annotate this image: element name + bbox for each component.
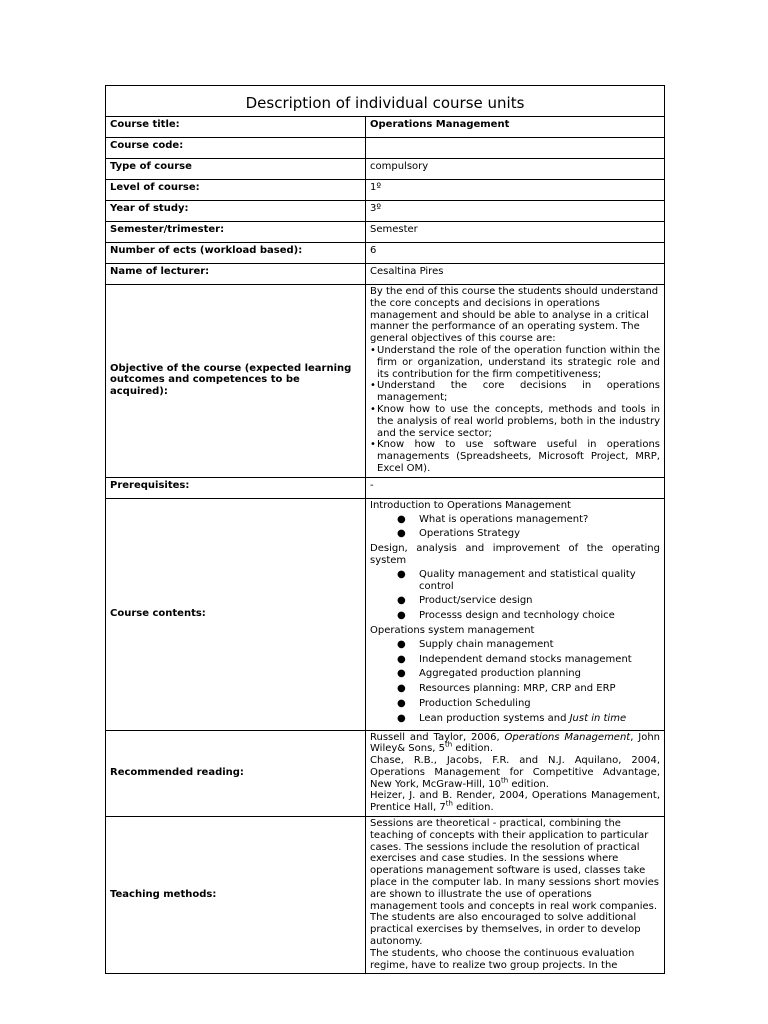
row-semester bbox=[106, 222, 665, 243]
contents-item bbox=[370, 683, 660, 695]
type-value: compulsory bbox=[366, 159, 665, 180]
objective-bullet bbox=[370, 380, 660, 404]
ref1-publisher: , John Wiley& Sons, 5 bbox=[370, 731, 660, 755]
contents-item bbox=[370, 713, 660, 725]
row-objective bbox=[106, 285, 665, 478]
objective-bullet-text: Know how to use software useful in operations managements (Spreadsheets, Microsoft Project, MRP, Excel OM). bbox=[377, 439, 660, 474]
level-value: 1º bbox=[366, 180, 665, 201]
ref3-text: Heizer, J. and B. Render, 2004, Operations Management, Prentice Hall, 7 bbox=[370, 790, 660, 814]
reference-2 bbox=[370, 755, 660, 790]
course-unit-table bbox=[105, 85, 665, 974]
ref3-edition: edition. bbox=[452, 802, 494, 814]
ref1-book-title: Operations Management bbox=[504, 731, 631, 743]
contents-item bbox=[370, 698, 660, 710]
ref2-superscript: th bbox=[501, 776, 509, 785]
ref1-text: Russell and Taylor, 2006, bbox=[370, 731, 505, 743]
teaching-label: Teaching methods: bbox=[106, 817, 366, 974]
bullet-marker: ● bbox=[397, 568, 406, 580]
row-ects bbox=[106, 243, 665, 264]
bullet-marker: ● bbox=[397, 638, 406, 650]
bullet-marker: ● bbox=[397, 513, 406, 525]
row-course-code bbox=[106, 138, 665, 159]
year-value: 3º bbox=[366, 201, 665, 222]
document-title: Description of individual course units bbox=[106, 86, 665, 117]
course-code-label: Course code: bbox=[106, 138, 366, 159]
contents-item-text: Independent demand stocks management bbox=[419, 653, 632, 665]
objective-bullet bbox=[370, 345, 660, 380]
reference-1 bbox=[370, 732, 660, 756]
contents-item-text bbox=[419, 713, 660, 725]
ref2-text: Chase, R.B., Jacobs, F.R. and N.J. Aquilano, 2004, Operations Management for Competitive Advantage, New York, McGraw-Hill, 10 bbox=[370, 755, 660, 790]
objective-bullet-text: Understand the core decisions in operations management; bbox=[377, 380, 660, 404]
contents-section-heading: Operations system management bbox=[370, 624, 535, 636]
course-code-value bbox=[366, 138, 665, 159]
course-title-label: Course title: bbox=[106, 117, 366, 138]
prerequisites-label: Prerequisites: bbox=[106, 477, 366, 498]
contents-section-heading: Design, analysis and improvement of the operating system bbox=[370, 543, 660, 566]
lecturer-value: Cesaltina Pires bbox=[366, 264, 665, 285]
contents-item bbox=[370, 514, 660, 526]
just-in-time-text: Just in time bbox=[569, 712, 627, 724]
objective-bullet bbox=[370, 404, 660, 439]
row-teaching bbox=[106, 817, 665, 974]
objective-intro: By the end of this course the students should understand the core concepts and decisions in operations management and should be able to analyse in a critical manner the performance of an operating system. The general objectives of this course are: bbox=[370, 286, 659, 345]
bullet-marker: • bbox=[370, 403, 376, 415]
semester-value: Semester bbox=[366, 222, 665, 243]
row-level bbox=[106, 180, 665, 201]
bullet-marker: ● bbox=[397, 683, 406, 695]
objective-bullet-text: Know how to use the concepts, methods and tools in the analysis of real world problems, both in the industry and the service sector; bbox=[377, 403, 660, 439]
teaching-paragraph: The students, who choose the continuous evaluation regime, have to realize two group projects. In the bbox=[370, 947, 635, 971]
bullet-marker: ● bbox=[397, 712, 406, 724]
row-year bbox=[106, 201, 665, 222]
contents-item bbox=[370, 569, 660, 593]
reading-label: Recommended reading: bbox=[106, 730, 366, 817]
row-course-title bbox=[106, 117, 665, 138]
teaching-value bbox=[366, 817, 665, 974]
contents-item-text: Production Scheduling bbox=[419, 697, 531, 709]
contents-item-text: Supply chain management bbox=[419, 638, 554, 650]
contents-item bbox=[370, 610, 660, 622]
row-contents bbox=[106, 498, 665, 730]
contents-value bbox=[366, 498, 665, 730]
contents-item-text: Product/service design bbox=[419, 595, 533, 607]
ref1-superscript: th bbox=[445, 740, 453, 749]
bullet-marker: ● bbox=[397, 653, 406, 665]
level-label: Level of course: bbox=[106, 180, 366, 201]
course-title-value: Operations Management bbox=[366, 117, 665, 138]
ref1-edition: edition. bbox=[452, 743, 493, 755]
contents-item-text: What is operations management? bbox=[419, 513, 589, 525]
prerequisites-value: - bbox=[366, 477, 665, 498]
year-label: Year of study: bbox=[106, 201, 366, 222]
contents-item bbox=[370, 528, 660, 540]
contents-label: Course contents: bbox=[106, 498, 366, 730]
contents-item bbox=[370, 595, 660, 607]
contents-item-text: Operations Strategy bbox=[419, 528, 521, 540]
contents-section-heading: Introduction to Operations Management bbox=[370, 499, 571, 511]
contents-item bbox=[370, 668, 660, 680]
ref2-edition: edition. bbox=[508, 778, 549, 790]
ects-label: Number of ects (workload based): bbox=[106, 243, 366, 264]
contents-item-text: Resources planning: MRP, CRP and ERP bbox=[419, 683, 616, 695]
lean-production-text: Lean production systems and bbox=[419, 712, 570, 724]
reading-value bbox=[366, 730, 665, 817]
contents-item-text: Quality management and statistical quality control bbox=[419, 568, 636, 592]
type-label: Type of course bbox=[106, 159, 366, 180]
ects-value: 6 bbox=[366, 243, 665, 264]
ref3-superscript: th bbox=[445, 799, 453, 808]
contents-item bbox=[370, 654, 660, 666]
objective-bullet bbox=[370, 439, 660, 474]
bullet-marker: • bbox=[370, 344, 376, 356]
row-reading bbox=[106, 730, 665, 817]
objective-value bbox=[366, 285, 665, 478]
row-type bbox=[106, 159, 665, 180]
bullet-marker: • bbox=[370, 380, 376, 392]
contents-item-text: Aggregated production planning bbox=[419, 668, 581, 680]
bullet-marker: ● bbox=[397, 595, 406, 607]
contents-item bbox=[370, 639, 660, 651]
bullet-marker: ● bbox=[397, 697, 406, 709]
title-row bbox=[106, 86, 665, 117]
row-prerequisites bbox=[106, 477, 665, 498]
bullet-marker: ● bbox=[397, 610, 406, 622]
lecturer-label: Name of lecturer: bbox=[106, 264, 366, 285]
objective-label: Objective of the course (expected learning outcomes and competences to be acquired): bbox=[106, 285, 366, 478]
objective-bullet-text: Understand the role of the operation function within the firm or organization, understand its strategic role and its contribution for the firm competitiveness; bbox=[377, 344, 660, 380]
semester-label: Semester/trimester: bbox=[106, 222, 366, 243]
bullet-marker: ● bbox=[397, 528, 406, 540]
row-lecturer bbox=[106, 264, 665, 285]
reference-3 bbox=[370, 790, 660, 814]
contents-item-text: Processs design and tecnhology choice bbox=[419, 610, 615, 622]
bullet-marker: ● bbox=[397, 668, 406, 680]
teaching-paragraph: Sessions are theoretical - practical, combining the teaching of concepts with their application to particular cases. The sessions include the resolution of practical exercises and case studies. In the sessions where operations management software is used, classes take place in the computer lab. In many sessions short movies are shown to illustrate the use of operations management tools and concepts in real work companies. The students are also encouraged to solve additional practical exercises by themselves, in order to develop autonomy. bbox=[370, 818, 659, 948]
bullet-marker: • bbox=[370, 439, 376, 451]
